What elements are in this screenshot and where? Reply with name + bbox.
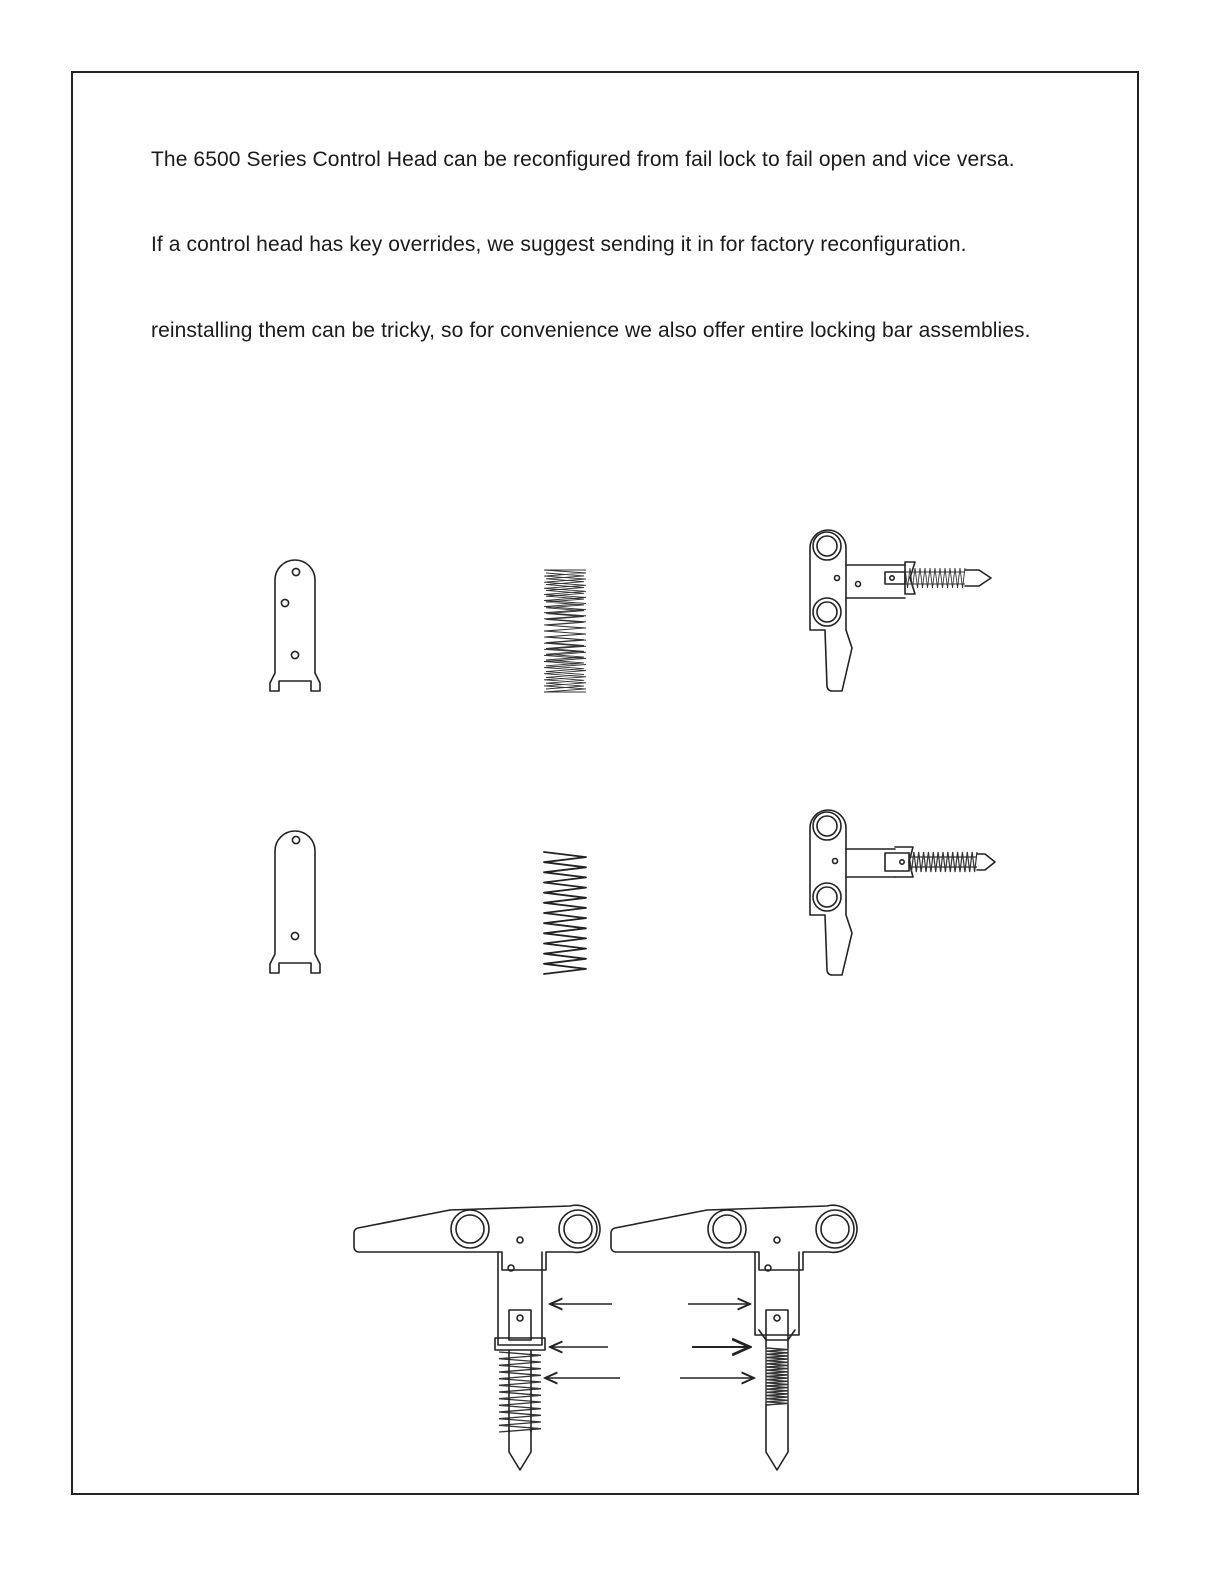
locking-plate-three-hole bbox=[265, 555, 325, 695]
paragraph-key-overrides: If a control head has key overrides, we suggest sending it in for factory reconfiguration. bbox=[151, 233, 967, 256]
paragraph-assemblies: reinstalling them can be tricky, so for convenience we also offer entire locking bar assemblies. bbox=[151, 319, 1031, 342]
locking-bar-assembly-lower bbox=[805, 805, 1005, 985]
comparison-arrows bbox=[540, 1295, 760, 1385]
paragraph-intro: The 6500 Series Control Head can be reconfigured from fail lock to fail open and vice versa. bbox=[151, 148, 1015, 171]
locking-plate-two-hole bbox=[265, 826, 325, 976]
locking-bar-assembly-upper bbox=[805, 520, 1005, 700]
coil-spring-fine bbox=[538, 566, 592, 698]
coil-spring-coarse bbox=[538, 848, 592, 980]
